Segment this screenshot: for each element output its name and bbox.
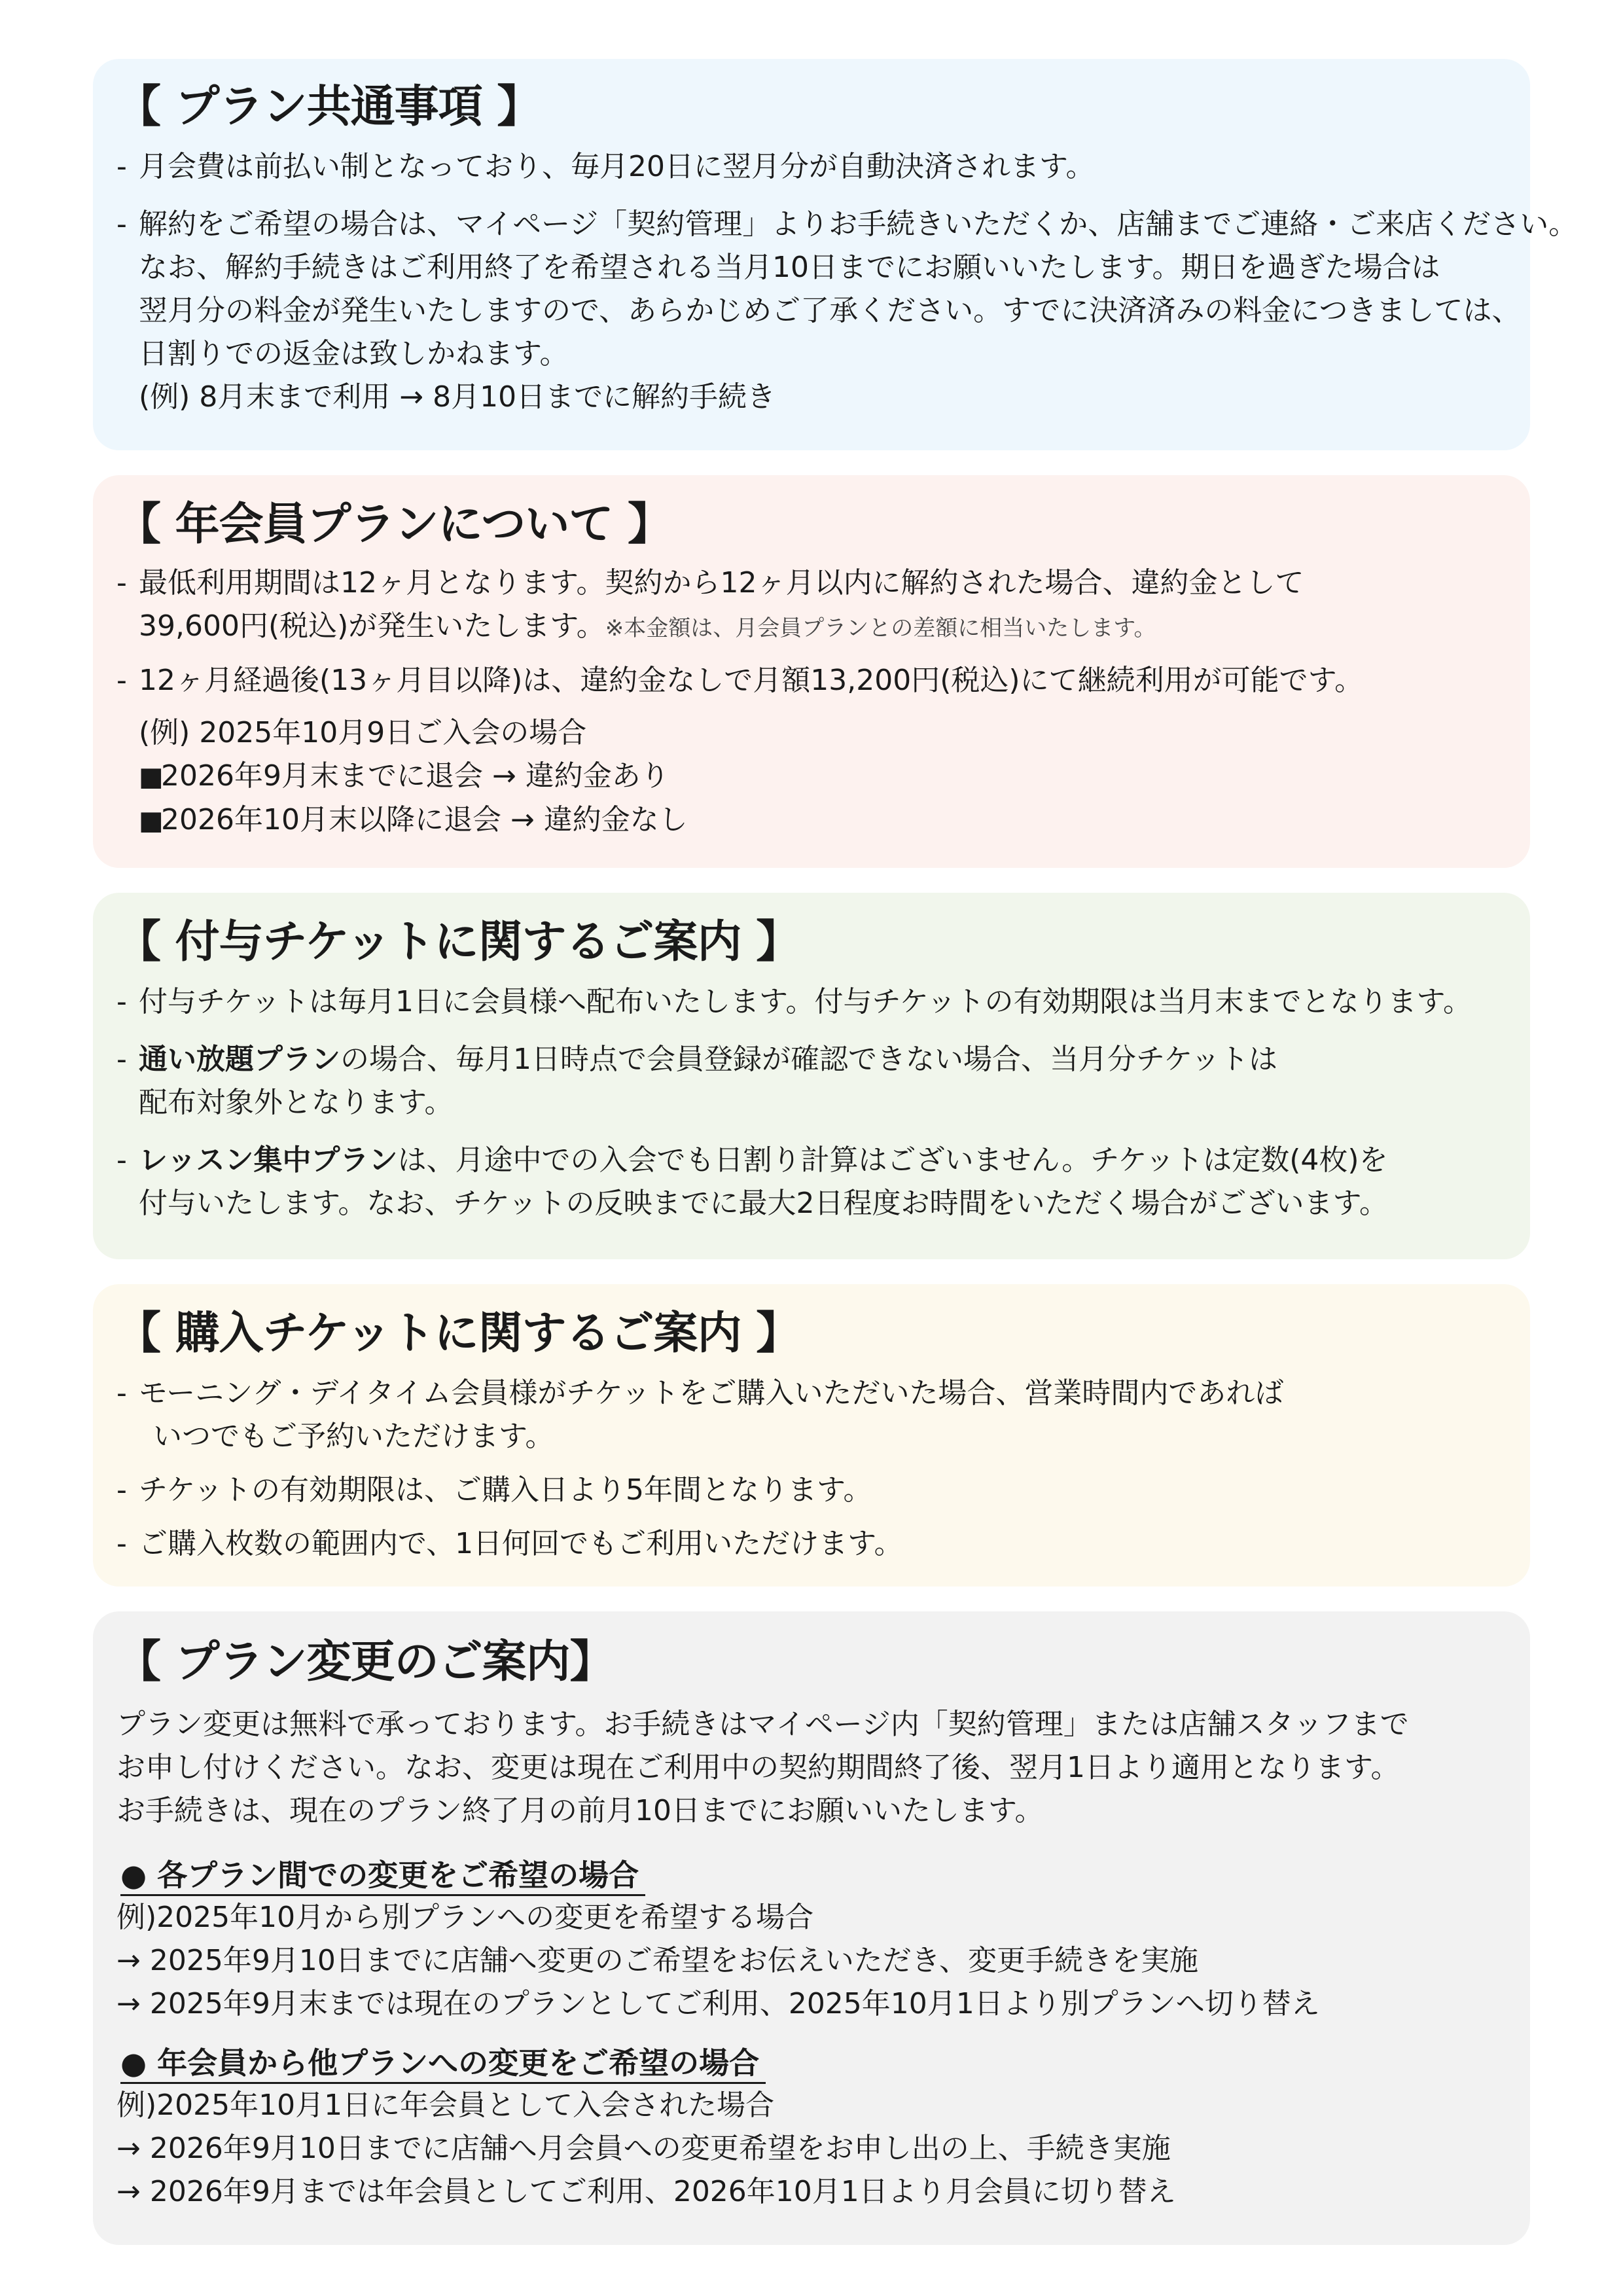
section-purchased-tickets <box>93 1284 1530 1587</box>
section-granted-tickets <box>93 893 1530 1259</box>
list-item: - 最低利用期間は12ヶ月となります。契約から12ヶ月以内に解約された場合、違約金として 39,600円(税込)が発生いたします。※本金額は、月会員プランとの差額に相当いたします。 <box>116 566 1304 643</box>
square-bullet-icon: ■ <box>139 806 164 836</box>
list-item: - 解約をご希望の場合は、マイページ「契約管理」よりお手続きいただくか、店舗までご連絡・ご来店ください。 なお、解約手続きはご利用終了を希望される当月10日までにお願いいたします。期日を過ぎた場合は 翌月分の料金が発生いたしますので、あらかじめご了承ください。すでに決済済みの料金につきましては、 日割りでの返金は致しかねます。 (例) 8月末まで利用 → 8月10日までに解約手続き <box>116 207 1578 414</box>
section-title: 【 年会員プランについて 】 <box>116 499 671 550</box>
list-item: - 12ヶ月経過後(13ヶ月目以降)は、違約金なしで月額13,200円(税込)にて継続利用が可能です。 <box>116 664 1364 697</box>
intro-paragraph: プラン変更は無料で承っております。お手続きはマイページ内「契約管理」または店舗スタッフまで お申し付けください。なお、変更は現在ご利用中の契約期間終了後、翌月1日より適用となります。 お手続きは、現在のプラン終了月の前月10日までにお願いいたします。 <box>116 1708 1409 1827</box>
section-plan-common <box>93 59 1578 450</box>
subsection-annual-to-other: ● 年会員から他プランへの変更をご希望の場合 例)2025年10月1日に年会員として入会された場合 → 2026年9月10日までに店舗へ月会員への変更希望をお申し出の上、手続き実施 → 2026年9月までは年会員としてご利用、2026年10月1日より月会員に切り替え <box>116 2045 1176 2208</box>
section-title: 【 付与チケットに関するご案内 】 <box>116 916 800 968</box>
subsection-title: ● 年会員から他プランへの変更をご希望の場合 <box>120 2044 766 2084</box>
section-plan-change <box>93 1611 1530 2245</box>
section-title: 【 プラン変更のご案内】 <box>116 1636 614 1688</box>
subsection-title: ● 各プラン間での変更をご希望の場合 <box>120 1856 645 1896</box>
list-item: - 付与チケットは毎月1日に会員様へ配布いたします。付与チケットの有効期限は当月末までとなります。 <box>116 985 1472 1018</box>
list-item: - 通い放題プランの場合、毎月1日時点で会員登録が確認できない場合、当月分チケットは 配布対象外となります。 <box>116 1043 1278 1119</box>
section-annual-plan <box>93 475 1530 868</box>
list-item: - ご購入枚数の範囲内で、1日何回でもご利用いただけます。 <box>116 1527 903 1560</box>
section-title: 【 購入チケットに関するご案内 】 <box>116 1308 800 1359</box>
section-title: 【 プラン共通事項 】 <box>116 81 541 133</box>
list-item: - 月会費は前払い制となっており、毎月20日に翌月分が自動決済されます。 <box>116 150 1095 183</box>
subsection-plan-to-plan: ● 各プラン間での変更をご希望の場合 例)2025年10月から別プランへの変更を希望する場合 → 2025年9月10日までに店舗へ変更のご希望をお伝えいただき、変更手続きを実施 → 2025年9月末までは現在のプランとしてご利用、2025年10月1日より別プランへ切り替え <box>116 1857 1320 2020</box>
example-block: (例) 2025年10月9日ご入会の場合 ■2026年9月末までに退会 → 違約金あり ■2026年10月末以降に退会 → 違約金なし <box>116 711 1504 842</box>
list-item: - チケットの有効期限は、ご購入日より5年間となります。 <box>116 1473 872 1507</box>
note-text: ※本金額は、月会員プランとの差額に相当いたします。 <box>605 615 1156 641</box>
list-item: - レッスン集中プランは、月途中での入会でも日割り計算はございません。チケットは定数(4枚)を 付与いたします。なお、チケットの反映までに最大2日程度お時間をいただく場合がございます。 <box>116 1143 1388 1220</box>
list-item: - モーニング・デイタイム会員様がチケットをご購入いただいた場合、営業時間内であれば いつでもご予約いただけます。 <box>116 1376 1284 1453</box>
square-bullet-icon: ■ <box>139 762 164 792</box>
